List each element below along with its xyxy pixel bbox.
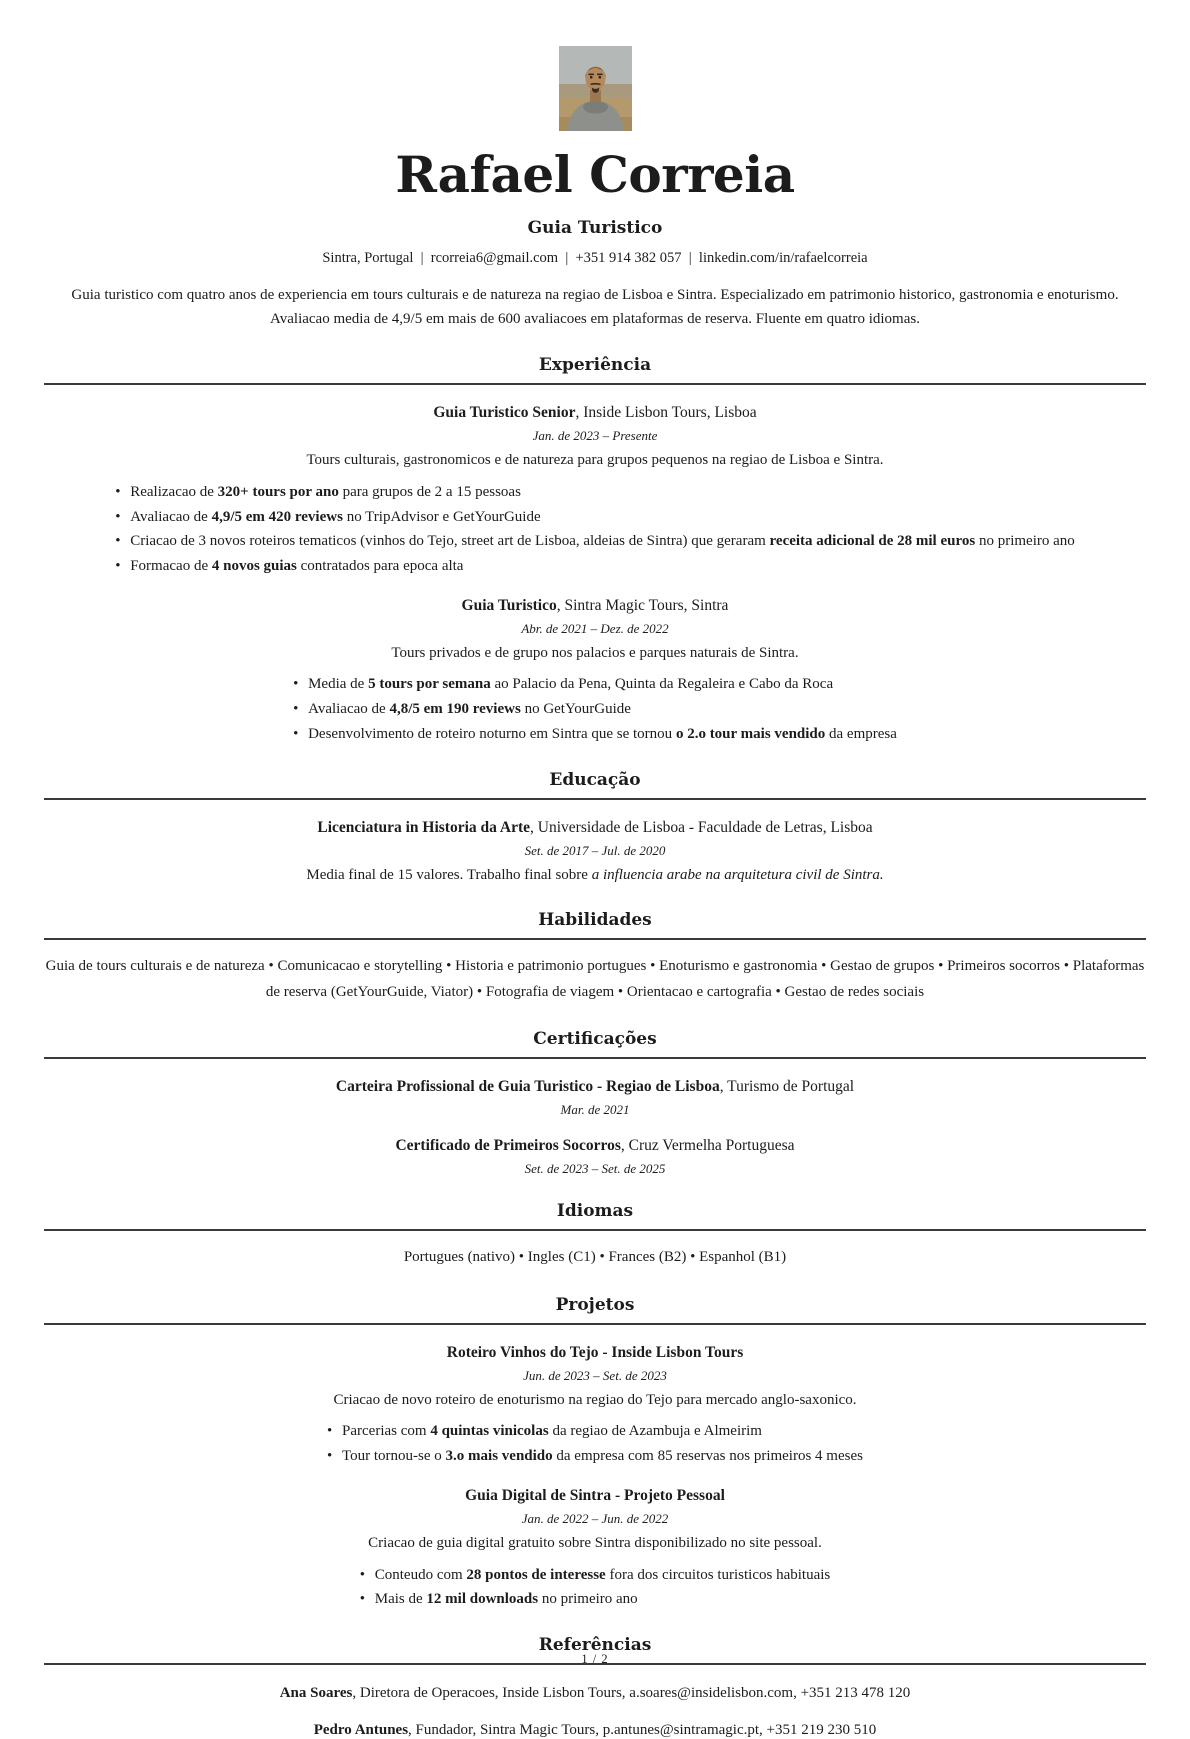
section-title-languages: Idiomas (556, 1201, 634, 1222)
bullet-item: • Tour tornou-se o 3.o mais vendido da empresa com 85 reservas nos primeiros 4 meses (327, 1446, 863, 1468)
entry-bullet-list (115, 482, 1075, 578)
section-projects (44, 1295, 1146, 1611)
entry-title-rest: , Sintra Magic Tours, Sintra (556, 596, 729, 614)
page-indicator: 1 / 2 (581, 1652, 609, 1666)
bullet-item: • Desenvolvimento de roteiro noturno em Sintra que se tornou o 2.o tour mais vendido da empresa (293, 724, 897, 746)
entry-title-rest: , Universidade de Lisboa - Faculdade de Letras, Lisboa (530, 818, 873, 836)
entry-title-bold: Roteiro Vinhos do Tejo - Inside Lisbon Tours (446, 1343, 744, 1361)
entry-dates: Abr. de 2021 – Dez. de 2022 (521, 620, 669, 636)
photo-hood (583, 101, 608, 113)
entry-bullet-list (327, 1421, 863, 1468)
reference-name: Ana Soares (279, 1685, 353, 1702)
experience-entry (44, 403, 1146, 578)
section-divider (44, 938, 1146, 940)
entry-title (44, 1077, 1146, 1098)
entry-title (44, 1486, 1146, 1507)
skills-line: Guia de tours culturais e de natureza • Comunicacao e storytelling • Historia e patrimonio portugues • Enoturismo e gastronomia • Gestao de grupos • Primeiros socorros • Plataformas de reserva (GetYourGuide, Viator) • Fotografia de viagem • Orientacao e cartografia • Gestao de redes sociais (45, 958, 1145, 1000)
bullet-item: • Criacao de 3 novos roteiros tematicos (vinhos do Tejo, street art de Lisboa, aldeias de Sintra) que geraram receita adicional de 28 mil euros no primeiro ano (115, 531, 1075, 553)
entry-dates: Jun. de 2023 – Set. de 2023 (523, 1367, 667, 1383)
entry-title-bold: Carteira Profissional de Guia Turistico - Regiao de Lisboa (335, 1078, 720, 1096)
entry-description: Tours privados e de grupo nos palacios e parques naturais de Sintra. (391, 644, 799, 661)
section-title-projects: Projetos (555, 1294, 635, 1315)
entry-title-bold: Guia Digital de Sintra - Projeto Pessoal (465, 1486, 725, 1504)
entry-title (44, 596, 1146, 617)
photo-eye-left (589, 76, 592, 79)
candidate-role: Guia Turistico (527, 217, 663, 238)
reference-details: , Diretora de Operacoes, Inside Lisbon Tours, a.soares@insidelisbon.com, +351 213 478 120 (352, 1685, 911, 1702)
project-entry (44, 1486, 1146, 1611)
contact-line: Sintra, Portugal | rcorreia6@gmail.com | +351 914 382 057 | linkedin.com/in/rafaelcorreia (322, 249, 868, 266)
entry-title (44, 1343, 1146, 1364)
section-skills (44, 910, 1146, 1005)
section-divider (44, 1057, 1146, 1059)
entry-description: Media final de 15 valores. Trabalho final sobre a influencia arabe na arquitetura civil de Sintra. (306, 866, 884, 883)
languages-line: Portugues (nativo) • Ingles (C1) • Frances (B2) • Espanhol (B1) (403, 1249, 787, 1266)
bullet-item: • Parcerias com 4 quintas vinicolas da regiao de Azambuja e Almeirim (327, 1421, 863, 1443)
education-entry (44, 818, 1146, 887)
entry-description: Criacao de guia digital gratuito sobre Sintra disponibilizado no site pessoal. (368, 1534, 822, 1551)
section-education (44, 770, 1146, 887)
entry-dates: Set. de 2023 – Set. de 2025 (524, 1161, 666, 1177)
photo-eye-right (598, 76, 601, 79)
summary-paragraph: Guia turistico com quatro anos de experiencia em tours culturais e de natureza na regiao de Lisboa e Sintra. Especializado em patrimonio historico, gastronomia e enoturismo. Avaliacao media de 4,9/5 em mais de 600 avaliacoes em plataformas de reserva. Fluente em quatro idiomas. (71, 286, 1119, 327)
section-certifications (44, 1029, 1146, 1177)
bullet-item: • Formacao de 4 novos guias contratados para epoca alta (115, 556, 1075, 578)
candidate-name: Rafael Correia (395, 145, 795, 204)
reference-entry (44, 1722, 1146, 1739)
project-entry (44, 1343, 1146, 1468)
section-languages (44, 1201, 1146, 1271)
entry-description: Criacao de novo roteiro de enoturismo na regiao do Tejo para mercado anglo-saxonico. (333, 1391, 857, 1408)
entry-dates: Set. de 2017 – Jul. de 2020 (524, 842, 666, 858)
section-divider (44, 383, 1146, 385)
entry-description: Tours culturais, gastronomicos e de natureza para grupos pequenos na regiao de Lisboa e Sintra. (306, 452, 884, 469)
section-divider (44, 1229, 1146, 1231)
certification-entry (44, 1136, 1146, 1177)
section-title-certifications: Certificações (533, 1029, 657, 1050)
entry-dates: Mar. de 2021 (560, 1102, 630, 1118)
section-title-education: Educação (549, 769, 641, 790)
profile-photo (559, 46, 632, 131)
entry-title (44, 403, 1146, 424)
reference-entry (44, 1685, 1146, 1702)
bullet-item: • Media de 5 tours por semana ao Palacio da Pena, Quinta da Regaleira e Cabo da Roca (293, 674, 897, 696)
entry-title (44, 818, 1146, 839)
entry-title (44, 1136, 1146, 1157)
section-divider (44, 798, 1146, 800)
section-title-experience: Experiência (538, 355, 652, 376)
profile-photo-container (44, 46, 1146, 136)
bullet-item: • Avaliacao de 4,8/5 em 190 reviews no GetYourGuide (293, 699, 897, 721)
section-experience (44, 355, 1146, 746)
reference-details: , Fundador, Sintra Magic Tours, p.antunes@sintramagic.pt, +351 219 230 510 (408, 1722, 877, 1739)
certification-entry (44, 1077, 1146, 1118)
entry-dates: Jan. de 2023 – Presente (532, 428, 658, 444)
bullet-item: • Avaliacao de 4,9/5 em 420 reviews no TripAdvisor e GetYourGuide (115, 507, 1075, 529)
entry-title-bold: Guia Turistico (461, 596, 557, 614)
reference-name: Pedro Antunes (313, 1722, 409, 1739)
entry-title-bold: Certificado de Primeiros Socorros (395, 1137, 621, 1155)
bullet-item: • Realizacao de 320+ tours por ano para grupos de 2 a 15 pessoas (115, 482, 1075, 504)
entry-bullet-list (360, 1565, 831, 1612)
photo-brow-right (597, 74, 602, 76)
entry-title-bold: Licenciatura in Historia da Arte (317, 818, 531, 836)
entry-title-rest: , Inside Lisbon Tours, Lisboa (575, 404, 757, 422)
bullet-item: • Conteudo com 28 pontos de interesse fora dos circuitos turisticos habituais (360, 1565, 831, 1587)
section-references (44, 1635, 1146, 1739)
entry-title-rest: , Cruz Vermelha Portuguesa (620, 1137, 795, 1155)
entry-title-rest: , Turismo de Portugal (719, 1078, 855, 1096)
section-title-skills: Habilidades (538, 910, 652, 931)
entry-bullet-list (293, 674, 897, 745)
entry-title-bold: Guia Turistico Senior (433, 404, 576, 422)
experience-entry (44, 596, 1146, 746)
bullet-item: • Mais de 12 mil downloads no primeiro ano (360, 1589, 831, 1611)
section-divider (44, 1323, 1146, 1325)
photo-brow-left (588, 74, 593, 76)
entry-dates: Jan. de 2022 – Jun. de 2022 (521, 1510, 669, 1526)
section-title-references: Referências (538, 1635, 652, 1656)
